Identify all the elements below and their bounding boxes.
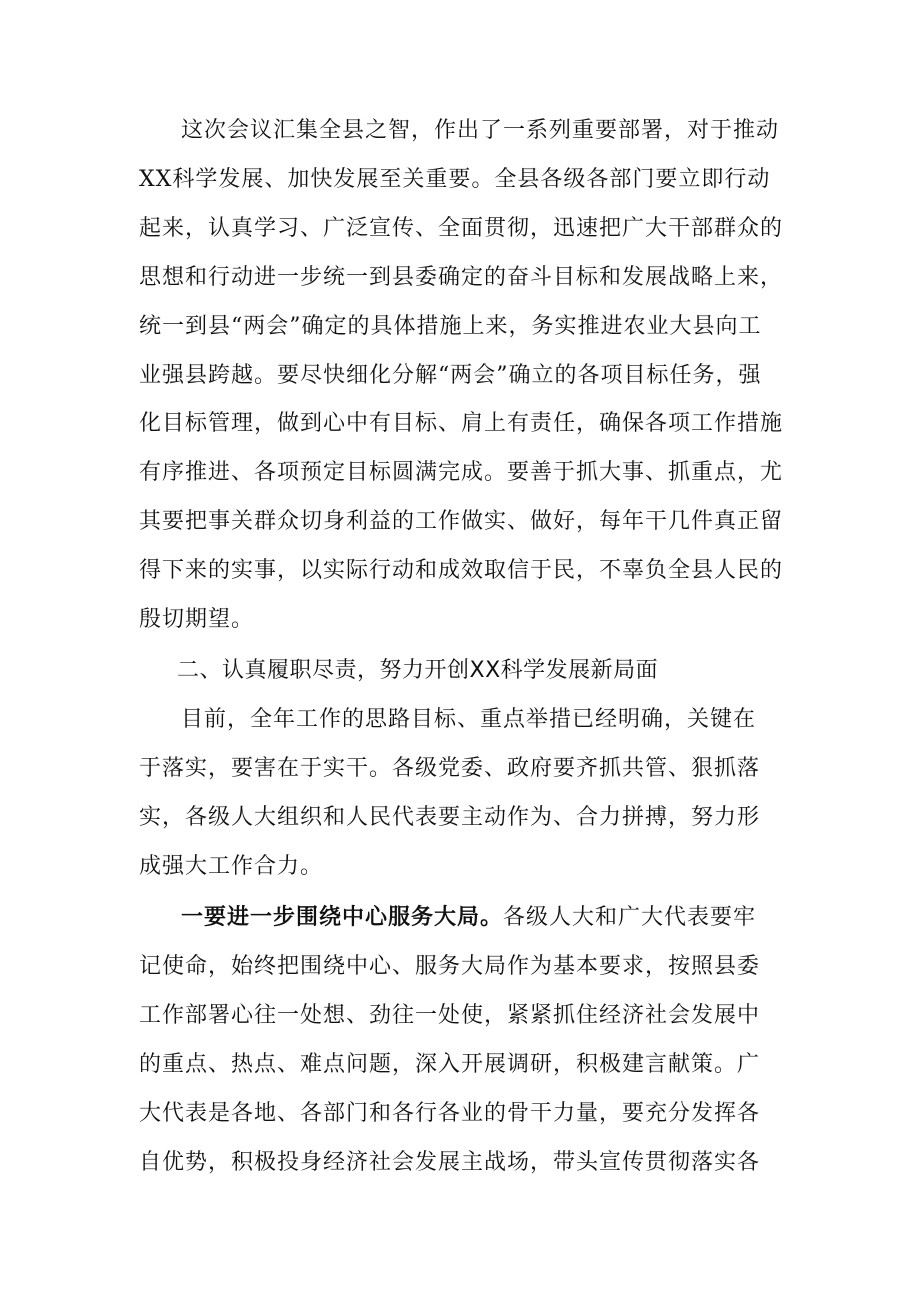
- text-line: 实，各级人大组织和人民代表要主动作为、合力拼搏，努力形: [139, 805, 761, 830]
- text-line: [181, 903, 756, 933]
- text-line: 有序推进、各项预定目标圆满完成。要善于抓大事、抓重点，尤: [139, 460, 784, 485]
- section-heading: 二、认真履职尽责，努力开创XX科学发展新局面: [177, 658, 659, 683]
- text-line: 成强大工作合力。: [139, 854, 324, 879]
- lead-rest: 各级人大和广大代表要牢: [503, 905, 757, 930]
- text-line: 起来，认真学习、广泛宣传、全面贯彻，迅速把广大干部群众的: [139, 216, 784, 241]
- text-line: XX科学发展、加快发展至关重要。全县各级各部门要立即行动: [139, 167, 771, 192]
- text-line: 得下来的实事，以实际行动和成效取信于民，不辜负全县人民的: [139, 558, 784, 583]
- text-line: 于落实，要害在于实干。各级党委、政府要齐抓共管、狠抓落: [139, 756, 761, 781]
- text-line: 大代表是各地、各部门和各行各业的骨干力量，要充分发挥各: [139, 1101, 761, 1126]
- text-line: 记使命，始终把围绕中心、服务大局作为基本要求，按照县委: [139, 954, 761, 979]
- text-line: 殷切期望。: [139, 607, 255, 632]
- text-line: 自优势，积极投身经济社会发展主战场，带头宣传贯彻落实各: [139, 1150, 761, 1175]
- text-line: 的重点、热点、难点问题，深入开展调研，积极建言献策。广: [139, 1052, 761, 1077]
- text-line: 其要把事关群众切身利益的工作做实、做好，每年干几件真正留: [139, 509, 784, 534]
- text-line: 思想和行动进一步统一到县委确定的奋斗目标和发展战略上来，: [139, 265, 784, 290]
- text-line: 统一到县“两会”确定的具体措施上来，务实推进农业大县向工: [139, 314, 762, 339]
- text-line: 工作部署心往一处想、劲往一处使，紧紧抓住经济社会发展中: [139, 1003, 761, 1028]
- text-line: 业强县跨越。要尽快细化分解“两会”确立的各项目标任务，强: [139, 363, 762, 388]
- text-line: 化目标管理，做到心中有目标、肩上有责任，确保各项工作措施: [139, 411, 784, 436]
- text-line: 目前，全年工作的思路目标、重点举措已经明确，关键在: [181, 707, 757, 732]
- bold-lead: 一要进一步围绕中心服务大局。: [181, 905, 504, 930]
- text-line: 这次会议汇集全县之智，作出了一系列重要部署，对于推动: [181, 118, 780, 143]
